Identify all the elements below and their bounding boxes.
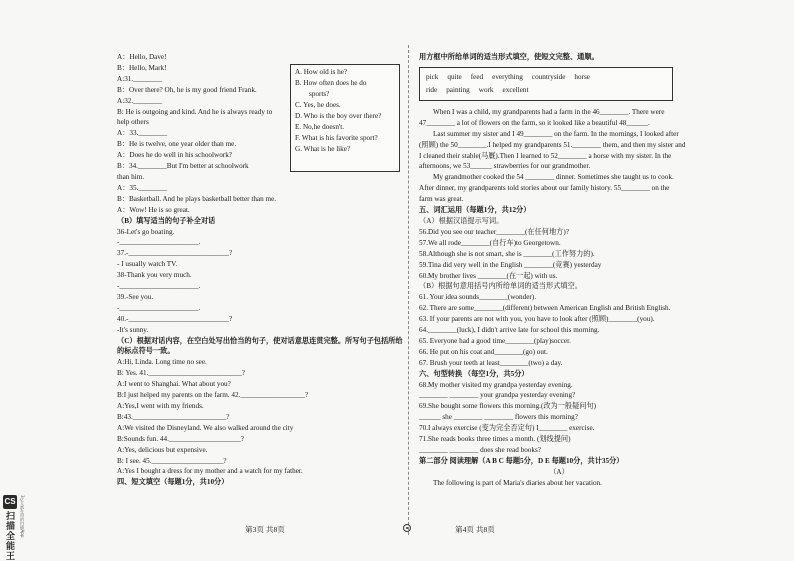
section-instruction: （C）根据对话内容，在空白处写出恰当的句子，使对话意思连贯完整。所写句子包括所给的标点符号一致。 [117,336,403,356]
logo-name: 扫描全能王 [4,511,14,561]
dialog-line: A：Hello, Dave! [117,53,167,61]
question-line: 58.Although she is not smart, she is ________(工作努力的). [419,249,595,258]
dialog-line: B：He is twelve, one year older than me. [117,140,237,149]
word-bank-item: everything [492,72,523,81]
section-heading: （B）填写适当的句子补全对话 [117,216,216,225]
question-line: 60.My brother lives ________(在一起) with us. [419,271,558,280]
option-item: A. How old is he? [295,68,348,76]
dialog-line: A：35.________ [117,183,168,192]
dialog-line: B: I see. 45.____________________? [117,456,227,465]
option-item: E. No,he doesn't. [295,123,345,131]
passage-line: After dinner, my grandparents told stories about our family history. 55________ on the [419,184,670,193]
passage-line: farm was great. [419,195,464,204]
dialog-line: B：Hello, Mark! [117,63,167,72]
passage-line: 47________ a lot of flowers on the farm, so it looked like a beautiful 48______. [419,118,650,127]
section-heading: 第二部分 阅读理解（A B C 每题5分，D E 每题10分，共计35分） [419,456,624,465]
answer-blank: -______________________. [117,238,201,247]
dialog-line: A:Yes I bought a dress for my mother and a watch for my father. [117,467,303,476]
dialog-line: A:Yes,I went with my friends. [117,402,204,410]
question-line: 39.-See you. [117,292,154,301]
question-line: ________ ________ does she read books? [419,446,541,454]
question-line: 71.She reads books three times a month. (划线提问) [419,435,571,444]
dialog-line: A：33.________ [117,129,168,138]
passage-line: The following is part of Maria's diaries about her vacation. [433,478,602,487]
word-bank-item: excellent [502,85,529,94]
question-line: 70.I always exercise (变为完全否定句) I________ exercise. [419,424,595,433]
dialog-line: help others [117,118,149,127]
binding-hole-icon [403,524,411,532]
question-line: 61. Your idea sounds________(wonder). [419,293,536,302]
dialog-line: B：Over there? Oh, he is my good friend Frank. [117,85,257,94]
dialog-line: than him. [117,172,145,181]
question-line: 64.________(luck), I didn't arrive late for school this morning. [419,326,600,335]
question-line: -It's sunny. [117,325,149,334]
question-line: 65. Everyone had a good time________(play)soccer. [419,336,571,345]
option-item: F. What is his favorite sport? [295,134,378,142]
dialog-line: B:43.__________________________? [117,412,230,421]
logo-tagline: 3亿人都在用的扫描App [20,495,25,538]
question-line: ________ ________ your grandpa yesterday evening? [419,391,576,400]
question-line: 69.She bought some flowers this morning.(改为一般疑问句) [419,402,597,411]
question-line: 36-Let's go boating. [117,227,175,236]
sub-heading: （B）根据句意用括号内所给单词的适当形式填空。 [419,282,582,291]
question-line: - I usually watch TV. [117,260,178,269]
word-bank-item: work [478,85,494,94]
word-bank-item: feed [470,72,484,81]
word-bank-item: ride [426,85,438,94]
question-line: 40.-____________________________? [117,314,233,323]
dialog-line: B:Sounds fun. 44.____________________? [117,434,244,443]
option-item: D. Who is the boy over there? [295,112,382,120]
dialog-line: B: He is outgoing and kind. And he is always ready to [117,107,273,116]
dialog-line: A:31.________ [117,74,162,83]
option-item: C. Yes, he does. [295,101,341,109]
option-item: sports? [309,90,330,98]
question-line: 56.Did you see our teacher________(在任何地方)? [419,227,569,236]
word-bank-item: quite [447,72,462,81]
answer-blank: -______________________. [117,282,201,291]
options-box [290,64,400,172]
passage-line: afternoons, we 53______ strawberries for our grandmother. [419,162,591,171]
cs-logo-icon: CS [3,495,17,509]
answer-blank: -______________________. [117,303,201,312]
page-divider [408,45,409,535]
passage-line: (照顾) the 50________.I helped my grandparents 51.________ them, and then my sister and [419,140,686,149]
passage-line: I cleaned their stable(马厩).Then I learned to 52________ a horse with my sister. In the [419,151,672,160]
passage-line: Last summer my sister and I 49________ on the farm. In the mornings, I looked after [433,129,679,138]
dialog-line: B: Yes. 41.__________________________? [117,369,245,378]
word-bank-box [419,67,673,101]
dialog-line: A:We visited the Disneyland. We also walked around the city [117,423,294,432]
dialog-line: A：Does he do well in his schoolwork? [117,151,232,160]
question-line: 38-Thank you very much. [117,271,192,280]
word-bank-item: countryside [531,72,566,81]
question-line: 62. There are some________(different) between American English and British English. [419,304,671,313]
dialog-line: A:I went to Shanghai. What about you? [117,380,231,389]
question-line: 67. Brush your teeth at least________(two) a day. [419,358,563,367]
word-bank-item: painting [446,85,470,94]
dialog-line: B：Basketball. And he plays basketball better than me. [117,194,277,203]
dialog-line: B:I just helped my parents on the farm. 42.__________________? [117,391,309,400]
option-item: G. What is he like? [295,145,351,153]
dialog-line: A:32.________ [117,96,162,105]
question-line: 59.Tina did very well in the English ________(竞赛) yesterday [419,260,602,269]
section-heading: 四、短文填空（每题1分，共10分） [117,478,229,487]
dialog-line: A:Hi, Linda. Long time no see. [117,358,207,367]
question-line: 68.My mother visited my grandpa yesterday evening. [419,380,573,389]
sub-heading: （A）根据汉语提示写词。 [419,216,504,225]
section-heading: 六、句型转换 （每空1分，共5分） [419,369,529,378]
question-line: 37.-____________________________? [117,249,233,258]
question-line: 66. He put on his coat and________(go) out. [419,347,548,356]
question-line: 63. If your parents are not with you, you have to look after (照顾)________(you). [419,315,655,324]
sub-heading: （A） [549,467,569,476]
question-line: 57.We all rode________(自行车)to Georgetown. [419,238,561,247]
option-item: B. How often does he do [295,79,367,87]
page-footer-right: 第4页 共8页 [455,525,495,534]
section-heading: 五、词汇运用（每题1分，共12分） [419,206,531,215]
word-bank-item: pick [426,72,439,81]
right-column [419,52,699,489]
question-line: ______ she ________ ________ flowers this morning? [419,413,578,422]
dialog-line: A:Yes, delicious but expensive. [117,445,208,454]
dialog-line: A：Wow! He is so great. [117,205,190,214]
word-bank-item: horse [574,72,590,81]
passage-line: My grandmother cooked the 54 ________ dinner. Sometimes she taught us to cook. [433,173,674,182]
dialog-line: B：34.________But I'm better at schoolwork [117,162,249,171]
passage-line: When I was a child, my grandparents had a farm in the 46________. There were [433,107,665,116]
section-instruction: 用方框中所给单词的适当形式填空，使短文完整、通顺。 [419,53,599,61]
page-footer-left: 第3页 共8页 [245,525,285,534]
scanner-logo [3,495,25,561]
